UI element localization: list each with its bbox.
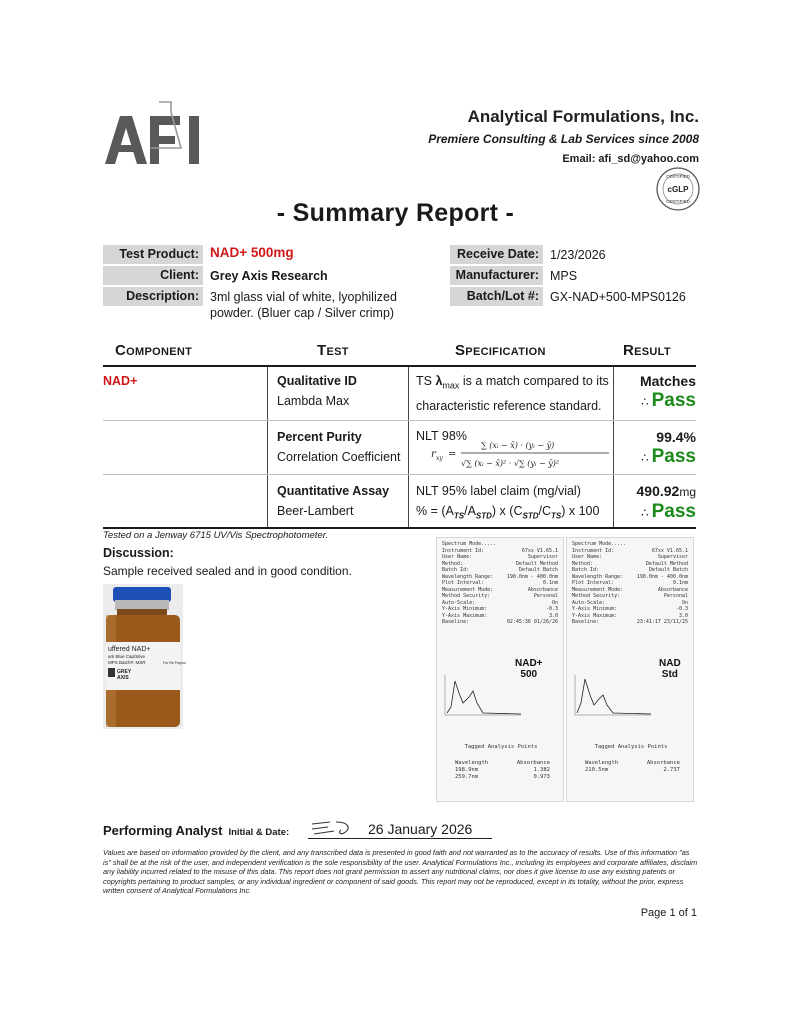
manufacturer-label: Manufacturer: bbox=[450, 266, 543, 285]
printout-param-name: Baseline: bbox=[572, 619, 600, 625]
description-line: powder. (Bluer cap / Silver crimp) bbox=[210, 306, 395, 320]
header-component: Component bbox=[115, 342, 193, 359]
test-name: Quantitative Assay bbox=[277, 484, 390, 498]
analyst-initial-date-label: Initial & Date: bbox=[228, 827, 290, 838]
printout-param-value: Default Method bbox=[645, 560, 688, 567]
printout-param-name: Method Security: bbox=[572, 593, 621, 599]
svg-text:uffered NAD+: uffered NAD+ bbox=[108, 646, 151, 653]
header-specification: Specification bbox=[455, 342, 546, 359]
description-value bbox=[210, 289, 397, 321]
printout-sample-label bbox=[659, 658, 681, 680]
printout-param-value: 23:41:17 23/11/25 bbox=[636, 619, 688, 625]
spec-line: NLT 98% bbox=[416, 429, 467, 443]
printout-param-value: Absorbance bbox=[657, 586, 688, 593]
svg-text:For Re Purpos: For Re Purpos bbox=[163, 661, 186, 665]
col-wavelength: Wavelength bbox=[585, 760, 619, 766]
batch-label: Batch/Lot #: bbox=[450, 287, 543, 306]
svg-text:√∑ (xᵢ − x̄)² · √∑ (yᵢ − ȳ)²: √∑ (xᵢ − x̄)² · √∑ (yᵢ − ȳ)² bbox=[461, 459, 560, 468]
spec-line: TS $\lambda_{max}$ is a match compared to its bbox=[416, 374, 609, 391]
printout-param-value: Personal bbox=[663, 593, 688, 599]
manufacturer-value: MPS bbox=[550, 269, 578, 283]
receive-date-label: Receive Date: bbox=[450, 245, 543, 264]
svg-text:=: = bbox=[448, 449, 457, 460]
spec-cell bbox=[416, 481, 599, 527]
client-value: Grey Axis Research bbox=[210, 269, 328, 283]
printout-param-name: Auto-Scale: bbox=[572, 599, 606, 606]
printout-param-name: Plot Interval: bbox=[572, 580, 615, 586]
printout-param-name: Instrument Id: bbox=[572, 547, 615, 554]
printout-param-name: Measurement Mode: bbox=[442, 586, 494, 593]
disclaimer-text: Values are based on information provided by the client, and any transcribed data is presented in good faith and not warranted as to the accuracy of results. Use of this information "as is" shall be at the risk of the user, and independent verification is the sole responsibility of the user. Analytical Formulations Inc., including its employees and corporate affiliates, disclaim any liability incurred related to the misuse of this data. This report does not grant permission to assert any nutritional claims, nor does it give license to use any existing patents or copyrights pertaining to product samples, or any individual ingredient or component of said goods. This report may not be reproduced, except in its totality, without the prior, express written consent of Analytical Formulations Inc. bbox=[103, 848, 698, 896]
afi-logo bbox=[103, 100, 215, 172]
printout-param-value: 02:45:36 01/26/26 bbox=[506, 619, 558, 625]
printout-param-value: 190.0nm - 400.0nm bbox=[506, 573, 558, 580]
svg-text:∑ (xᵢ − x̄) · (yᵢ − ȳ): ∑ (xᵢ − x̄) · (yᵢ − ȳ) bbox=[481, 441, 555, 450]
printout-param-name: Method: bbox=[442, 560, 464, 567]
signature-line bbox=[308, 838, 492, 839]
test-name: Qualitative ID bbox=[277, 374, 357, 388]
col-absorbance: Absorbance bbox=[516, 760, 550, 766]
analyst-signature bbox=[308, 818, 363, 838]
page-number: Page 1 of 1 bbox=[640, 907, 697, 919]
tagged-points-table bbox=[585, 760, 680, 774]
printout-param-value: 67xx V1.65.1 bbox=[521, 547, 558, 554]
tagged-points-table bbox=[455, 760, 550, 781]
therefore-symbol: ∴ bbox=[640, 451, 649, 465]
printout-param-name: Auto-Scale: bbox=[442, 599, 476, 606]
printout-param-value: On bbox=[681, 599, 688, 606]
performing-analyst bbox=[103, 823, 289, 838]
printout-param-value: 190.0nm - 400.0nm bbox=[636, 573, 688, 580]
result-value: 99.4% bbox=[656, 429, 696, 445]
header-test: Test bbox=[317, 342, 349, 359]
peak-absorbance: 1.382 bbox=[533, 767, 550, 773]
svg-text:CERTIFIED: CERTIFIED bbox=[666, 174, 690, 179]
results-table bbox=[103, 335, 696, 529]
result-cell bbox=[621, 427, 696, 468]
spectrum-printout-sample bbox=[436, 537, 564, 802]
printout-param-name: Spectrum Mode..... bbox=[572, 541, 627, 547]
peak-absorbance: 0.973 bbox=[533, 774, 550, 780]
printout-param-value: Default Method bbox=[515, 560, 558, 567]
pass-status: Pass bbox=[651, 390, 696, 411]
printout-param-name: Wavelength Range: bbox=[572, 573, 624, 580]
receive-date-value: 1/23/2026 bbox=[550, 248, 606, 262]
printout-param-value: 67xx V1.65.1 bbox=[651, 547, 688, 554]
batch-value: GX-NAD+500-MPS0126 bbox=[550, 290, 686, 304]
printout-param-name: Wavelength Range: bbox=[442, 573, 494, 580]
printout-param-value: 0.1nm bbox=[672, 580, 688, 586]
report-title: - Summary Report - bbox=[276, 199, 515, 227]
spec-line: NLT 95% label claim (mg/vial) bbox=[416, 484, 581, 498]
printout-param-value: On bbox=[551, 599, 558, 606]
printout-param-value: Default Batch bbox=[648, 567, 688, 573]
printout-param-value: Supervisor bbox=[527, 554, 558, 560]
test-product-value: NAD+ 500mg bbox=[210, 245, 294, 260]
pass-status: Pass bbox=[651, 446, 696, 467]
svg-text:ark Blue Cap/Silve: ark Blue Cap/Silve bbox=[108, 654, 146, 659]
svg-text:xy: xy bbox=[436, 455, 443, 462]
result-cell bbox=[621, 371, 696, 412]
printout-param-value: Default Batch bbox=[518, 567, 558, 573]
printout-param-name: Batch Id: bbox=[572, 567, 600, 573]
col-absorbance: Absorbance bbox=[646, 760, 680, 766]
printout-param-value: -0.3 bbox=[545, 606, 558, 612]
printout-params bbox=[567, 538, 693, 629]
description-line: 3ml glass vial of white, lyophilized bbox=[210, 290, 397, 304]
result-cell bbox=[613, 481, 696, 523]
printout-param-value: -0.3 bbox=[675, 606, 688, 612]
svg-text:MPS Batch#: MSR: MPS Batch#: MSR bbox=[108, 660, 146, 665]
peak-wavelength: 259.7nm bbox=[455, 774, 479, 780]
table-row bbox=[103, 421, 696, 475]
component-name: NAD+ bbox=[103, 374, 138, 388]
printout-param-name: Y-Axis Maximum: bbox=[442, 612, 488, 619]
printout-param-name: Instrument Id: bbox=[442, 547, 485, 554]
pass-status: Pass bbox=[651, 501, 696, 522]
printout-param-value: 3.0 bbox=[548, 612, 558, 619]
company-block bbox=[428, 107, 699, 165]
tagged-points-title: Tagged Analysis Points bbox=[464, 744, 538, 750]
printout-param-name: Y-Axis Maximum: bbox=[572, 612, 618, 619]
sample-line: Std bbox=[661, 669, 678, 680]
spectrum-plot bbox=[443, 673, 523, 723]
peak-wavelength: 198.9nm bbox=[455, 767, 479, 773]
printout-param-name: Spectrum Mode..... bbox=[442, 541, 497, 547]
company-name: Analytical Formulations, Inc. bbox=[467, 107, 699, 126]
discussion-text: Sample received sealed and in good condition. bbox=[103, 564, 352, 578]
printout-param-name: Batch Id: bbox=[442, 567, 470, 573]
printout-param-name: User Name: bbox=[442, 554, 473, 560]
printout-param-name: User Name: bbox=[572, 554, 603, 560]
client-label: Client: bbox=[103, 266, 203, 285]
result-value: Matches bbox=[639, 373, 696, 389]
printout-param-name: Baseline: bbox=[442, 619, 470, 625]
correlation-formula bbox=[431, 433, 611, 473]
therefore-symbol: ∴ bbox=[640, 395, 649, 409]
col-wavelength: Wavelength bbox=[455, 760, 489, 766]
result-unit: mg bbox=[679, 485, 696, 499]
sample-vial-photo bbox=[103, 584, 186, 729]
company-email: Email: afi_sd@yahoo.com bbox=[562, 153, 699, 165]
printout-param-value: 3.0 bbox=[678, 612, 688, 619]
tagged-points-title: Tagged Analysis Points bbox=[594, 744, 668, 750]
test-cell bbox=[277, 371, 357, 411]
printout-param-value: 0.1nm bbox=[542, 580, 558, 586]
svg-text:CERTIFIED: CERTIFIED bbox=[666, 199, 690, 204]
printout-param-name: Plot Interval: bbox=[442, 580, 485, 586]
printout-param-value: Supervisor bbox=[657, 554, 688, 560]
test-method: Lambda Max bbox=[277, 394, 350, 408]
company-tagline: Premiere Consulting & Lab Services since 2008 bbox=[428, 132, 699, 146]
spec-cell bbox=[416, 371, 609, 416]
printout-params bbox=[437, 538, 563, 629]
description-label: Description: bbox=[103, 287, 203, 306]
spectrum-plot bbox=[573, 673, 653, 723]
sample-line: NAD+ bbox=[515, 658, 543, 669]
table-row bbox=[103, 475, 696, 529]
analysis-date: 26 January 2026 bbox=[368, 821, 473, 837]
test-name: Percent Purity bbox=[277, 430, 362, 444]
svg-text:AFI: AFI bbox=[148, 116, 150, 117]
therefore-symbol: ∴ bbox=[640, 506, 649, 520]
printout-row bbox=[442, 619, 558, 626]
spec-line: % = $(A_{TS}/A_{STD})$ x $(C_{STD}/C_{TS})$ x 100 bbox=[416, 504, 600, 521]
printout-param-name: Y-Axis Minimum: bbox=[442, 606, 488, 612]
result-value: 490.92 bbox=[636, 483, 680, 499]
svg-text:cGLP: cGLP bbox=[667, 185, 689, 194]
table-row bbox=[103, 367, 696, 421]
printout-param-name: Method Security: bbox=[442, 593, 491, 599]
peak-absorbance: 2.737 bbox=[663, 767, 680, 773]
test-cell bbox=[277, 427, 400, 467]
analyst-label: Performing Analyst bbox=[103, 823, 223, 838]
discussion-heading: Discussion: bbox=[103, 546, 174, 560]
test-method: Correlation Coefficient bbox=[277, 450, 401, 464]
sample-line: 500 bbox=[520, 669, 538, 680]
peak-wavelength: 210.5nm bbox=[585, 767, 609, 773]
printout-param-name: Measurement Mode: bbox=[572, 586, 624, 593]
printout-param-value: Absorbance bbox=[527, 586, 558, 593]
printout-param-name: Y-Axis Minimum: bbox=[572, 606, 618, 612]
test-cell bbox=[277, 481, 389, 521]
header-result: Result bbox=[623, 342, 671, 359]
printout-row bbox=[572, 619, 688, 626]
table-header bbox=[103, 335, 696, 367]
printout-param-name: Method: bbox=[572, 560, 594, 567]
svg-text:AXIS: AXIS bbox=[117, 675, 129, 681]
spectrum-printout-standard bbox=[566, 537, 694, 802]
sample-line: NAD bbox=[659, 658, 681, 669]
test-method: Beer-Lambert bbox=[277, 504, 354, 518]
instrument-note: Tested on a Jenway 6715 UV/Vis Spectrophotometer. bbox=[103, 530, 329, 541]
spec-line: characteristic reference standard. bbox=[416, 398, 602, 413]
test-product-label: Test Product: bbox=[103, 245, 203, 264]
svg-text:GREY: GREY bbox=[117, 669, 132, 675]
printout-param-value: Personal bbox=[533, 593, 558, 599]
svg-text:r: r bbox=[431, 449, 436, 460]
